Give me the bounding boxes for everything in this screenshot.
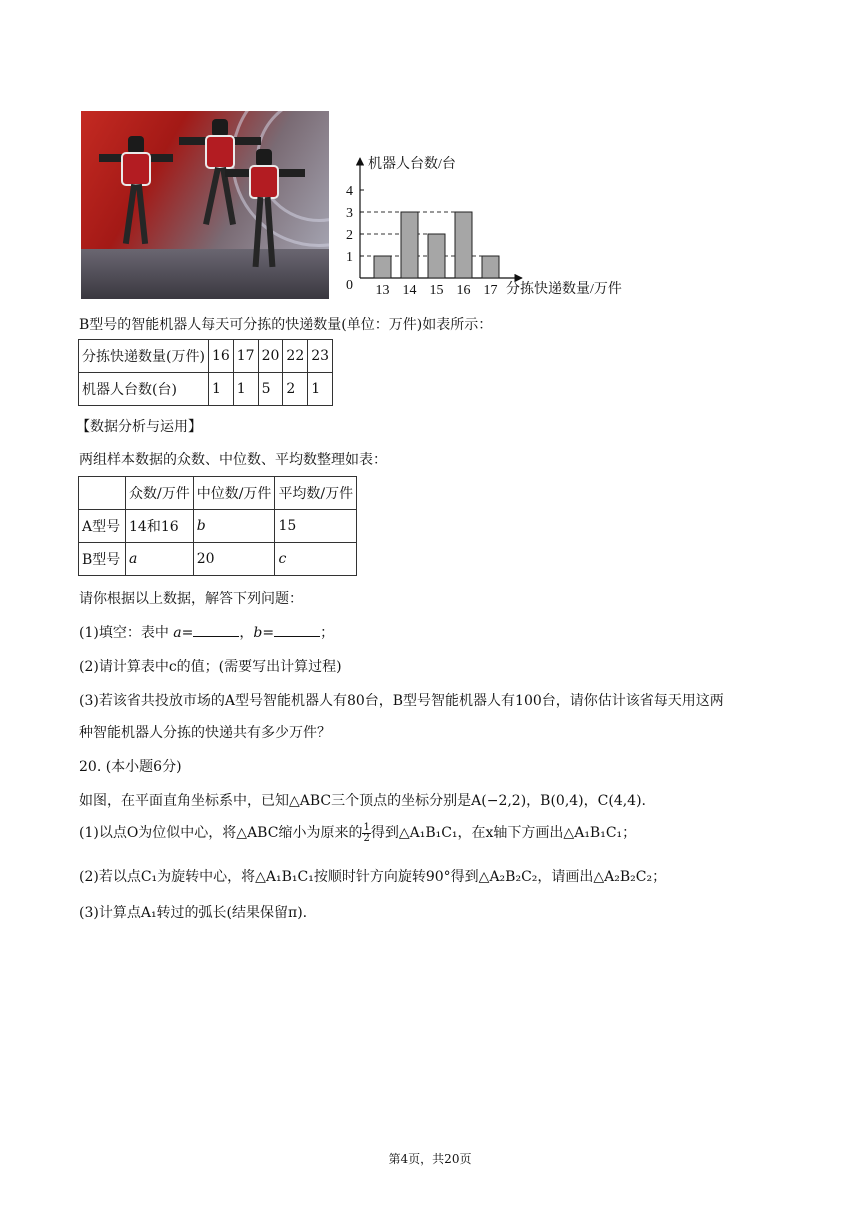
b-intro-text [79, 314, 492, 334]
table-cell-label: 机器人台数(台) [79, 373, 209, 406]
table-cell: 1 [308, 373, 333, 406]
y-tick-label: 2 [346, 228, 353, 243]
question-3-line1: (3)若该省共投放市场的A型号智能机器人有80台，B型号智能机器人有100台，请你估计该省每天用这两 [79, 693, 724, 709]
table-cell: 20 [258, 340, 283, 373]
x-axis-label: 分拣快递数量/万件 [506, 282, 622, 297]
page-footer: 第4页，共20页 [388, 1152, 472, 1166]
table-header-cell: 众数/万件 [126, 477, 194, 510]
table-header-cell: 平均数/万件 [275, 477, 357, 510]
p20-q1-after: 得到△A₁B₁C₁，在x轴下方画出△A₁B₁C₁； [370, 825, 637, 841]
x-tick-label: 16 [456, 283, 471, 298]
q1-sep: ， [239, 625, 254, 641]
table-cell: 20 [193, 543, 275, 576]
question-prompt: 请你根据以上数据，解答下列问题： [79, 591, 303, 607]
p20-q1-before: (1)以点O为位似中心，将△ABC缩小为原来的 [79, 825, 363, 841]
table-header-row [79, 477, 357, 510]
bar [374, 256, 391, 278]
x-tick-label: 15 [429, 283, 444, 298]
bar [401, 212, 418, 278]
bar [428, 234, 445, 278]
q1-end: ； [320, 625, 335, 641]
answer-blank-a[interactable] [193, 624, 239, 637]
table-cell: 16 [208, 340, 233, 373]
table-cell: 2 [283, 373, 308, 406]
table-row [79, 543, 357, 576]
section-title: 【数据分析与运用】 [76, 419, 202, 435]
fraction-one-half [362, 823, 370, 844]
table-cell: 1 [208, 373, 233, 406]
table-cell: 15 [275, 510, 357, 543]
problem-20-q3: (3)计算点A₁转过的弧长(结果保留π). [79, 905, 308, 921]
table-cell-label: 分拣快递数量(万件) [79, 340, 209, 373]
table-cell: 17 [233, 340, 258, 373]
table-b-distribution [78, 339, 333, 406]
table-cell: 5 [258, 373, 283, 406]
q1-eq-a: = [181, 625, 194, 641]
y-tick-label: 3 [346, 206, 353, 221]
table-row [79, 340, 333, 373]
table-header-cell [79, 477, 126, 510]
fraction-denominator: 2 [363, 832, 370, 844]
q1-eq-b: = [262, 625, 275, 641]
fraction-numerator: 1 [363, 821, 370, 833]
table-cell: 1 [233, 373, 258, 406]
table-header-cell: 中位数/万件 [193, 477, 275, 510]
question-3-line2: 种智能机器人分拣的快递共有多少万件？ [79, 725, 331, 741]
problem-20-q2: (2)若以点C₁为旋转中心，将△A₁B₁C₁按顺时针方向旋转90°得到△A₂B₂C₂，请画出△A₂B₂C₂； [79, 869, 667, 885]
table-cell: 23 [308, 340, 333, 373]
q1-prefix: (1)填空：表中 [79, 625, 169, 641]
stats-intro: 两组样本数据的众数、中位数、平均数整理如表： [79, 452, 387, 468]
x-tick-label: 17 [483, 283, 498, 298]
y-axis-label: 机器人台数/台 [368, 157, 456, 172]
q1-var-b: b [253, 625, 263, 641]
y-tick-label: 4 [346, 184, 353, 199]
problem-20-q1 [79, 822, 636, 844]
table-row [79, 510, 357, 543]
problem-20-intro: 如图，在平面直角坐标系中，已知△ABC三个顶点的坐标分别是A(−2,2)，B(0,4)，C(4,4). [79, 793, 646, 809]
table-cell: c [275, 543, 357, 576]
x-tick-label: 14 [402, 283, 417, 298]
table-cell: 14和16 [126, 510, 194, 543]
q1-var-a: a [173, 625, 182, 641]
x-tick-label: 13 [375, 283, 390, 298]
bar [455, 212, 472, 278]
question-1 [79, 622, 334, 642]
table-stats [78, 476, 357, 576]
y-tick-label: 0 [346, 278, 353, 293]
robots-photo [81, 111, 329, 299]
bar [482, 256, 499, 278]
y-tick-label: 1 [346, 250, 353, 265]
bar-chart [338, 150, 648, 300]
table-cell: a [126, 543, 194, 576]
answer-blank-b[interactable] [274, 624, 320, 637]
table-row [79, 373, 333, 406]
table-cell: 22 [283, 340, 308, 373]
table-cell: b [193, 510, 275, 543]
table-cell-label: B型号 [79, 543, 126, 576]
problem-20-title: 20. (本小题6分) [79, 759, 182, 775]
table-cell-label: A型号 [79, 510, 126, 543]
b-intro: B型号的智能机器人每天可分拣的快递数量(单位：万件)如表所示： [79, 317, 493, 333]
question-2: (2)请计算表中c的值；(需要写出计算过程) [79, 659, 342, 675]
